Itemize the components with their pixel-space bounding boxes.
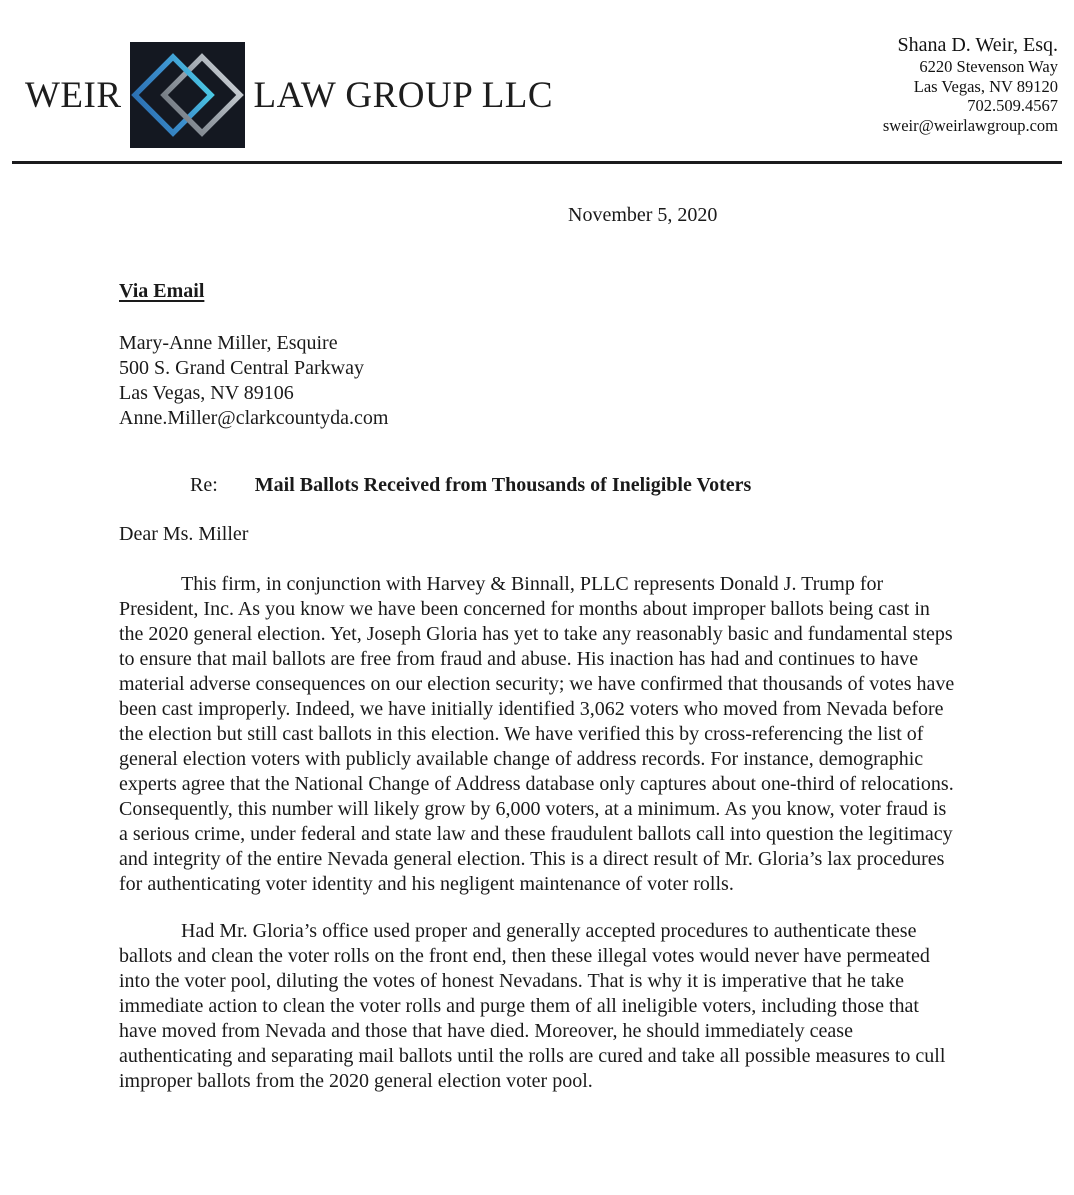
body-paragraph-2: Had Mr. Gloria’s office used proper and generally accepted procedures to authenticate these ballots and clean the voter rolls on the front end, then these illegal votes would never have permeated into the voter pool, diluting the votes of honest Nevadans. That is why it is imperative that he take immediate action to clean the voter rolls and purge them of all ineligible voters, including those that have moved from Nevada and those that have died. Moreover, he should immediately cease authenticating and separating mail ballots until the rolls are cured and take all possible measures to cull improper ballots from the 2020 general election voter pool.	[119, 920, 946, 1092]
attorney-phone: 702.509.4567	[967, 96, 1058, 115]
re-label: Re:	[190, 474, 218, 496]
attorney-address-line2: Las Vegas, NV 89120	[913, 76, 1058, 96]
recipient-name: Mary-Anne Miller, Esquire	[119, 332, 338, 354]
recipient-address-line2: Las Vegas, NV 89106	[119, 382, 294, 404]
recipient-address-line1: 500 S. Grand Central Parkway	[119, 357, 364, 379]
re-subject: Mail Ballots Received from Thousands of Ineligible Voters	[254, 474, 752, 496]
recipient-block	[119, 331, 958, 431]
attorney-contact-block	[883, 33, 1058, 135]
attorney-address-line1: 6220 Stevenson Way	[919, 57, 1058, 76]
attorney-email: sweir@weirlawgroup.com	[882, 115, 1058, 135]
salutation: Dear Ms. Miller	[119, 523, 249, 545]
letterhead-divider	[12, 161, 1062, 164]
date-line: November 5, 2020	[568, 204, 718, 226]
delivery-method: Via Email	[119, 280, 205, 302]
body-paragraph-1: This firm, in conjunction with Harvey & Binnall, PLLC represents Donald J. Trump for President, Inc. As you know we have been concerned for months about improper ballots being cast in the 2020 general election. Yet, Joseph Gloria has yet to take any reasonably basic and fundamental steps to ensure that mail ballots are free from fraud and abuse. His inaction has had and continues to have material adverse consequences on our election security; we have confirmed that thousands of votes have been cast improperly. Indeed, we have initially identified 3,062 voters who moved from Nevada before the election but still cast ballots in this election. We have verified this by cross-referencing the list of general election voters with publicly available change of address records. For instance, demographic experts agree that the National Change of Address database only captures about one-third of relocations. Consequently, this number will likely grow by 6,000 voters, at a minimum. As you know, voter fraud is a serious crime, under federal and state law and these fraudulent ballots call into question the legitimacy and integrity of the entire Nevada general election. This is a direct result of Mr. Gloria’s lax procedures for authenticating voter identity and his negligent maintenance of voter rolls.	[119, 573, 955, 895]
letterhead	[0, 0, 1074, 161]
recipient-email: Anne.Miller@clarkcountyda.com	[119, 407, 389, 429]
letter-content	[0, 203, 1074, 1094]
firm-logo-icon	[130, 42, 245, 148]
firm-wordmark-weir: WEIR	[25, 74, 122, 116]
firm-brand	[25, 42, 553, 148]
subject-line	[119, 473, 958, 498]
firm-wordmark-law-group: LAW GROUP LLC	[253, 74, 554, 116]
attorney-name: Shana D. Weir, Esq.	[897, 34, 1058, 56]
